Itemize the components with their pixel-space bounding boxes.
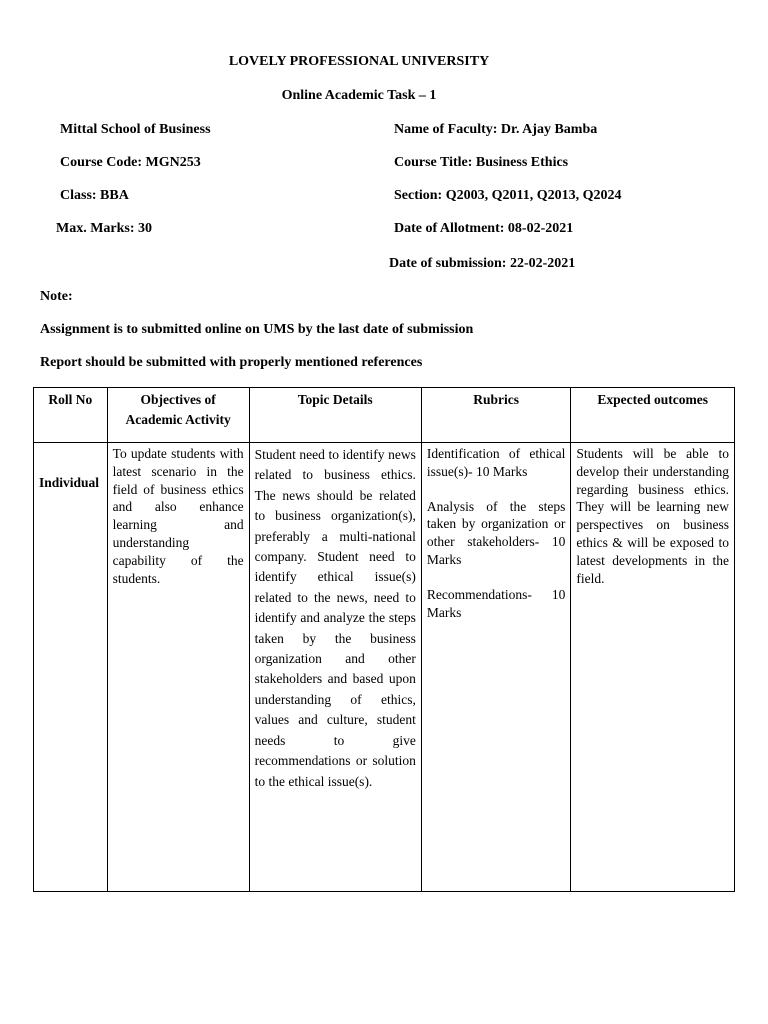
- header-topic-details: Topic Details: [249, 388, 421, 443]
- task-title: Online Academic Task – 1: [281, 88, 437, 103]
- note-line-1: Assignment is to submitted online on UMS by the last date of submission: [40, 322, 474, 337]
- class-info: Class: BBA: [60, 188, 129, 203]
- note-line-2: Report should be submitted with properly mentioned references: [40, 355, 423, 370]
- objectives-text: To update students with latest scenario in the field of business ethics and also enhance learning and understanding capability of the students.: [112, 446, 244, 586]
- header-expected-outcomes: Expected outcomes: [571, 388, 735, 443]
- cell-rubrics: [421, 443, 571, 892]
- section-info: Section: Q2003, Q2011, Q2013, Q2024: [394, 188, 622, 203]
- note-label: Note:: [40, 289, 73, 304]
- course-title: Course Title: Business Ethics: [394, 155, 569, 170]
- max-marks: Max. Marks: 30: [56, 221, 153, 236]
- cell-expected-outcomes: [571, 443, 735, 892]
- cell-topic-details: [249, 443, 421, 892]
- faculty-name: Name of Faculty: Dr. Ajay Bamba: [394, 122, 598, 137]
- university-title: LOVELY PROFESSIONAL UNIVERSITY: [228, 54, 490, 69]
- cell-roll-no: Individual: [34, 443, 108, 892]
- topic-text: Student need to identify news related to business ethics. The news should be related to business organization(s), preferably a multi-national company. Student need to identify ethical issue(s) related to the news, need to identify and analyze the steps taken by the business organization and other stakeholders and based upon understanding of ethics, values and culture, student needs to give recommendations or solution to the ethical issue(s).: [254, 447, 416, 789]
- table-row: [34, 443, 735, 892]
- cell-objectives: [107, 443, 249, 892]
- rubric-item: Identification of ethical issue(s)- 10 Marks: [426, 446, 566, 479]
- submission-date: Date of submission: 22-02-2021: [389, 256, 576, 271]
- rubric-item: Recommendations- 10 Marks: [426, 586, 566, 620]
- header-rubrics: Rubrics: [421, 388, 571, 443]
- header-roll-no: Roll No: [34, 388, 108, 443]
- allotment-date: Date of Allotment: 08-02-2021: [394, 221, 574, 236]
- header-objectives: Objectives of Academic Activity: [107, 388, 249, 443]
- activity-table: [33, 387, 735, 892]
- school-name: Mittal School of Business: [60, 122, 211, 137]
- rubric-item: Analysis of the steps taken by organization or other stakeholders- 10 Marks: [426, 498, 566, 567]
- course-code: Course Code: MGN253: [60, 155, 201, 170]
- table-header-row: [34, 388, 735, 443]
- outcomes-text: Students will be able to develop their understanding regarding business ethics. They will be learning new perspectives on business ethics & will be exposed to latest developments in the field.: [576, 446, 729, 586]
